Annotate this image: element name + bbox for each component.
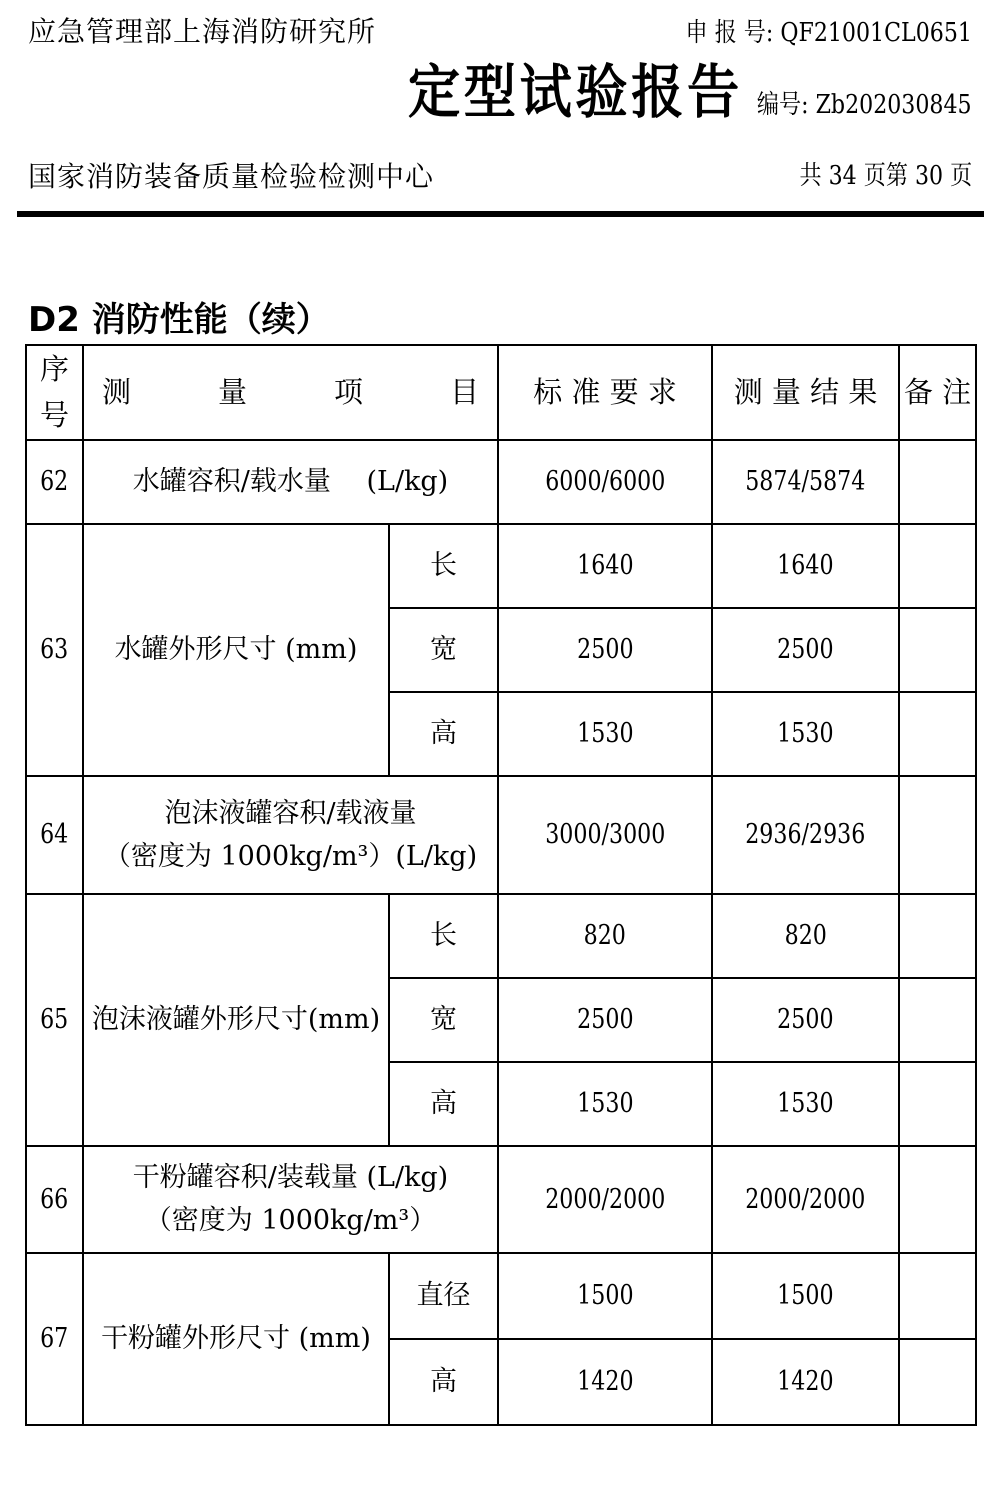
- row-result: 820: [784, 920, 827, 952]
- row-remark: [899, 440, 976, 524]
- row-standard: 2500: [576, 634, 634, 666]
- row-dimension: 长: [389, 894, 498, 978]
- row-remark: [899, 776, 976, 894]
- table-row: [26, 776, 976, 894]
- header-rule: [17, 211, 984, 217]
- row-seq: 67: [40, 1323, 69, 1355]
- row-item: [83, 1146, 498, 1253]
- row-dimension: 长: [389, 524, 498, 608]
- report-title: 定型试验报告: [408, 58, 743, 126]
- row-seq: 66: [40, 1183, 69, 1215]
- measurement-table: [25, 344, 977, 1426]
- row-item: 泡沫液罐外形尺寸(mm): [83, 894, 389, 1146]
- row-item: 水罐容积/载水量 (L/kg): [83, 440, 498, 524]
- row-dimension: 高: [389, 1062, 498, 1146]
- row-result: 2500: [777, 634, 834, 666]
- row-item-line2: （密度为 1000kg/m³）: [144, 1205, 437, 1237]
- row-result: 1530: [777, 1088, 834, 1120]
- row-standard: 6000/6000: [544, 466, 666, 498]
- table-header-row: [26, 345, 976, 440]
- row-standard: 2000/2000: [544, 1183, 666, 1215]
- row-seq: 62: [40, 466, 69, 498]
- row-item-line1: 泡沫液罐容积/载液量: [164, 797, 417, 829]
- row-remark: [899, 978, 976, 1062]
- row-item: 水罐外形尺寸 (mm): [83, 524, 389, 776]
- row-result: 2936/2936: [745, 819, 866, 851]
- row-standard: 1420: [576, 1366, 634, 1398]
- row-result: 1500: [777, 1280, 834, 1312]
- serial-number: 编号: Zb202030845: [757, 90, 972, 120]
- institute-bottom: 国家消防装备质量检验检测中心: [28, 160, 435, 193]
- apply-number: 申 报 号: QF21001CL0651: [685, 18, 972, 48]
- header-standard: 标 准 要 求: [498, 345, 712, 440]
- table-row: [26, 1146, 976, 1253]
- table-row: [26, 1253, 976, 1339]
- row-result: 1530: [777, 718, 834, 750]
- row-standard: 3000/3000: [544, 819, 666, 851]
- row-item-line2: （密度为 1000kg/m³）(L/kg): [103, 840, 478, 872]
- row-remark: [899, 1253, 976, 1339]
- row-item: 干粉罐外形尺寸 (mm): [83, 1253, 389, 1425]
- row-remark: [899, 692, 976, 776]
- row-remark: [899, 608, 976, 692]
- row-result: 1420: [777, 1366, 834, 1398]
- header-result: 测 量 结 果: [712, 345, 899, 440]
- row-dimension: 高: [389, 692, 498, 776]
- table-row: [26, 524, 976, 608]
- table-row: [26, 894, 976, 978]
- row-remark: [899, 1146, 976, 1253]
- row-seq: 64: [40, 819, 69, 851]
- row-standard: 1530: [576, 718, 634, 750]
- row-remark: [899, 1062, 976, 1146]
- row-dimension: 直径: [389, 1253, 498, 1339]
- row-standard: 1500: [576, 1280, 634, 1312]
- header-item: 测 量 项 目: [83, 345, 498, 440]
- page-count: 共 34 页第 30 页: [799, 161, 972, 191]
- row-seq: 63: [40, 634, 69, 666]
- row-dimension: 宽: [389, 608, 498, 692]
- section-title: D2 消防性能（续）: [28, 300, 330, 340]
- row-standard: 1640: [576, 550, 634, 582]
- header-seq: 序号: [26, 345, 83, 440]
- row-item-line1: 干粉罐容积/装载量 (L/kg): [132, 1162, 449, 1194]
- row-remark: [899, 894, 976, 978]
- row-item: [83, 776, 498, 894]
- row-result: 1640: [777, 550, 834, 582]
- row-dimension: 宽: [389, 978, 498, 1062]
- row-standard: 2500: [576, 1004, 634, 1036]
- row-remark: [899, 524, 976, 608]
- row-seq: 65: [40, 1004, 69, 1036]
- row-result: 2000/2000: [745, 1183, 866, 1215]
- row-standard: 1530: [576, 1088, 634, 1120]
- header-remark: 备 注: [899, 345, 976, 440]
- table-row: [26, 440, 976, 524]
- row-remark: [899, 1339, 976, 1425]
- institute-top: 应急管理部上海消防研究所: [28, 15, 377, 48]
- row-result: 2500: [777, 1004, 834, 1036]
- row-result: 5874/5874: [745, 466, 866, 498]
- row-standard: 820: [583, 920, 627, 952]
- row-dimension: 高: [389, 1339, 498, 1425]
